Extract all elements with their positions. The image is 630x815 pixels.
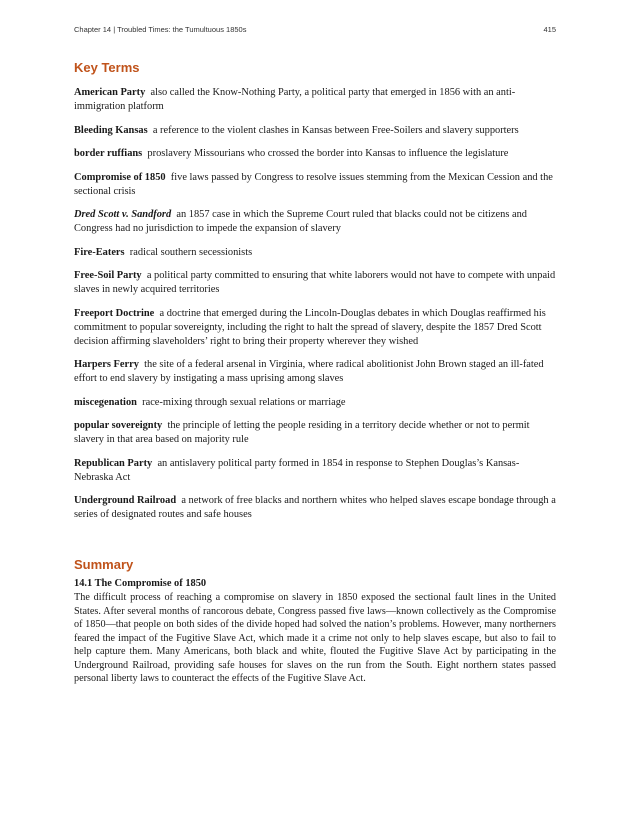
term-entry bbox=[74, 86, 556, 114]
term-name: Bleeding Kansas bbox=[74, 124, 148, 136]
subsection-title: 14.1 The Compromise of 1850 bbox=[74, 578, 207, 589]
term-name: Freeport Doctrine bbox=[74, 307, 155, 319]
term-definition: proslavery Missourians who crossed the border into Kansas to influence the legislature bbox=[147, 148, 509, 159]
term-entry bbox=[74, 307, 556, 349]
term-definition: five laws passed by Congress to resolve issues stemming from the Mexican Cession and the sectional crisis bbox=[74, 171, 553, 197]
term-name: Free-Soil Party bbox=[74, 270, 142, 281]
term-name: Fire-Eaters bbox=[74, 246, 125, 258]
term-definition: an antislavery political party formed in 1854 in response to Stephen Douglas’s Kansas-Nebraska Act bbox=[74, 457, 520, 483]
term-name: Republican Party bbox=[74, 457, 153, 469]
summary-paragraph: The difficult process of reaching a compromise on slavery in 1850 exposed the sectional fault lines in the United States. After several months of rancorous debate, Congress passed five laws—known collectively as the Compromise of 1850—that people on both sides of the divide hoped had solved the nation’s problems. However, many northerners feared the impact of the Fugitive Slave Act, which made it a crime not only to help slaves escape, but also to fail to help capture them. Many Americans, both black and white, flouted the Fugitive Slave Act by participating in the Underground Railroad, providing safe houses for slaves on the run from the South. Eight northern states passed personal liberty laws to counteract the effects of the Fugitive Slave Act. bbox=[74, 592, 556, 684]
term-definition: also called the Know-Nothing Party, a political party that emerged in 1856 with an anti-immigration platform bbox=[74, 87, 516, 112]
term-name: Harpers Ferry bbox=[74, 359, 139, 370]
term-name: Underground Railroad bbox=[74, 495, 177, 506]
term-entry bbox=[74, 419, 556, 447]
summary-heading: Summary bbox=[74, 557, 134, 572]
term-entry bbox=[74, 171, 556, 199]
term-entry bbox=[74, 494, 556, 522]
summary-section bbox=[74, 577, 556, 686]
chapter-label: Chapter 14 | Troubled Times: the Tumultuous 1850s bbox=[74, 25, 247, 34]
term-name: miscegenation bbox=[74, 396, 137, 408]
term-entry bbox=[74, 269, 556, 297]
term-definition: a network of free blacks and northern whites who helped slaves escape bondage through a series of designated routes and safe houses bbox=[74, 495, 556, 520]
key-terms-list bbox=[74, 86, 556, 532]
term-entry bbox=[74, 124, 556, 138]
term-name: popular sovereignty bbox=[74, 420, 163, 431]
term-entry bbox=[74, 358, 556, 386]
term-entry bbox=[74, 208, 556, 236]
page-number: 415 bbox=[543, 25, 556, 34]
term-definition: the principle of letting the people residing in a territory decide whether or not to permit slavery in that area based on majority rule bbox=[74, 420, 530, 445]
term-definition: a reference to the violent clashes in Kansas between Free-Soilers and slavery supporters bbox=[152, 124, 519, 136]
term-definition: the site of a federal arsenal in Virginia, where radical abolitionist John Brown staged an ill-fated effort to end slavery by instigating a mass uprising among slaves bbox=[74, 359, 544, 384]
term-definition: an 1857 case in which the Supreme Court ruled that blacks could not be citizens and Congress had no jurisdiction to impede the expansion of slavery bbox=[74, 209, 527, 234]
term-entry bbox=[74, 246, 556, 260]
term-definition: a doctrine that emerged during the Lincoln-Douglas debates in which Douglas reaffirmed his commitment to popular sovereignty, including the right to halt the spread of slavery, despite the 1857 Dred Scott decision affirming slaveholders’ right to bring their property wherever they wished bbox=[74, 307, 546, 347]
term-definition: a political party committed to ensuring that white laborers would not have to compete with unpaid slaves in newly acquired territories bbox=[74, 270, 556, 295]
term-name: border ruffians bbox=[74, 148, 143, 159]
term-definition: race-mixing through sexual relations or marriage bbox=[142, 396, 346, 408]
running-header bbox=[74, 25, 556, 34]
term-definition: radical southern secessionists bbox=[129, 246, 253, 258]
key-terms-heading: Key Terms bbox=[74, 60, 140, 75]
term-name: Dred Scott v. Sandford bbox=[74, 209, 172, 220]
term-name: Compromise of 1850 bbox=[74, 171, 166, 183]
term-entry bbox=[74, 147, 556, 161]
term-entry bbox=[74, 457, 556, 485]
term-entry bbox=[74, 396, 556, 410]
term-name: American Party bbox=[74, 87, 146, 98]
